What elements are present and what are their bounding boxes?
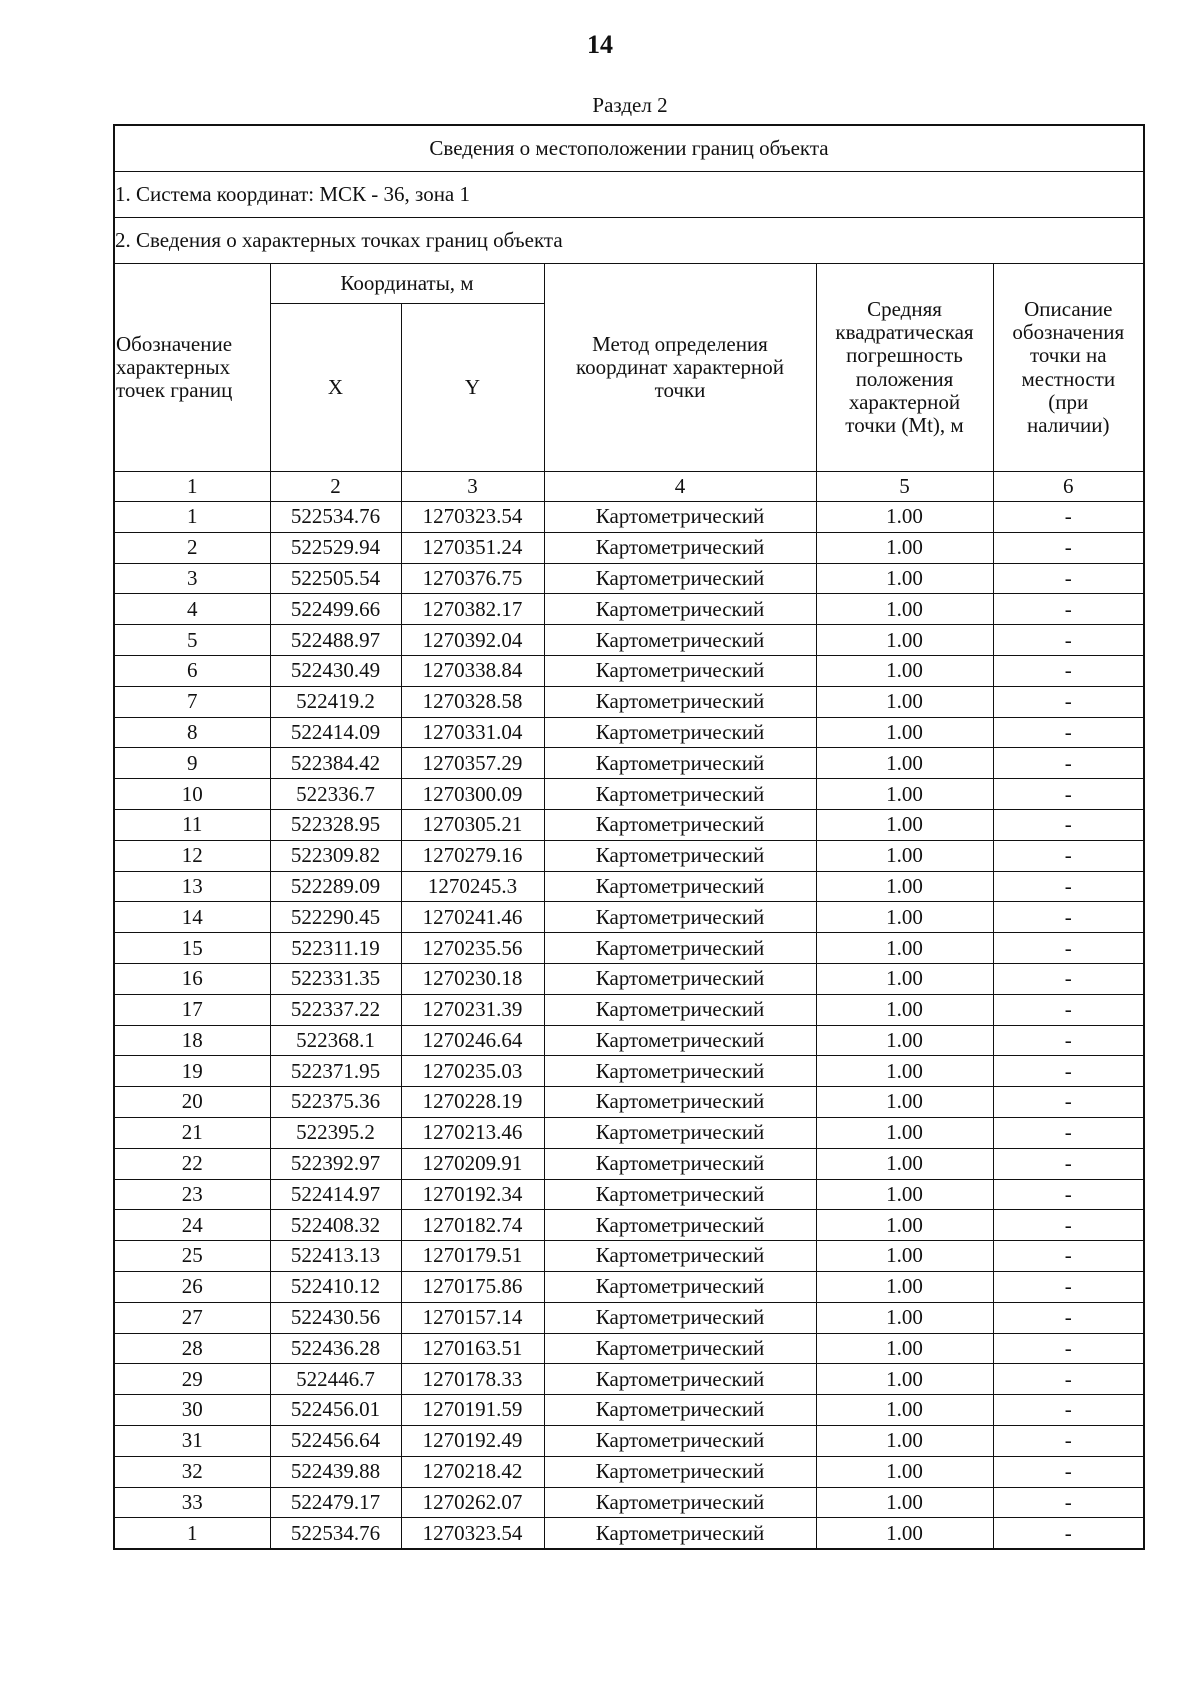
column-number: 4 — [544, 472, 816, 502]
column-number: 5 — [816, 472, 993, 502]
table-row — [114, 840, 1144, 871]
mean-error-cell: 1.00 — [816, 748, 993, 779]
y-coordinate-cell: 1270163.51 — [401, 1333, 544, 1364]
point-number-cell: 1 — [114, 502, 270, 533]
header-method-line: точки — [654, 378, 706, 403]
y-coordinate-cell: 1270241.46 — [401, 902, 544, 933]
description-cell: - — [993, 1179, 1144, 1210]
header-y: Y — [401, 304, 544, 472]
mean-error-cell: 1.00 — [816, 594, 993, 625]
description-cell: - — [993, 532, 1144, 563]
header-method-line: координат характерной — [576, 354, 784, 379]
method-cell: Картометрический — [544, 902, 816, 933]
x-coordinate-cell: 522392.97 — [270, 1148, 401, 1179]
method-cell: Картометрический — [544, 1210, 816, 1241]
x-coordinate-cell: 522371.95 — [270, 1056, 401, 1087]
x-coordinate-cell: 522384.42 — [270, 748, 401, 779]
point-number-cell: 4 — [114, 594, 270, 625]
column-number: 2 — [270, 472, 401, 502]
mean-error-cell: 1.00 — [816, 686, 993, 717]
point-number-cell: 9 — [114, 748, 270, 779]
y-coordinate-cell: 1270376.75 — [401, 563, 544, 594]
description-cell: - — [993, 625, 1144, 656]
x-coordinate-cell: 522290.45 — [270, 902, 401, 933]
y-coordinate-cell: 1270305.21 — [401, 809, 544, 840]
mean-error-cell: 1.00 — [816, 1025, 993, 1056]
coordinate-system: 1. Система координат: МСК - 36, зона 1 — [114, 172, 1144, 218]
y-coordinate-cell: 1270230.18 — [401, 963, 544, 994]
method-cell: Картометрический — [544, 809, 816, 840]
method-cell: Картометрический — [544, 1425, 816, 1456]
description-cell: - — [993, 1241, 1144, 1272]
table-row — [114, 1148, 1144, 1179]
x-coordinate-cell: 522414.97 — [270, 1179, 401, 1210]
method-cell: Картометрический — [544, 1333, 816, 1364]
table-row — [114, 1117, 1144, 1148]
mean-error-cell: 1.00 — [816, 1456, 993, 1487]
x-coordinate-cell: 522413.13 — [270, 1241, 401, 1272]
x-coordinate-cell: 522331.35 — [270, 963, 401, 994]
header-coordinates: Координаты, м — [270, 264, 544, 304]
table-row — [114, 902, 1144, 933]
point-number-cell: 14 — [114, 902, 270, 933]
point-number-cell: 12 — [114, 840, 270, 871]
point-number-cell: 31 — [114, 1425, 270, 1456]
method-cell: Картометрический — [544, 655, 816, 686]
method-cell: Картометрический — [544, 779, 816, 810]
x-coordinate-cell: 522337.22 — [270, 994, 401, 1025]
method-cell: Картометрический — [544, 563, 816, 594]
y-coordinate-cell: 1270279.16 — [401, 840, 544, 871]
y-coordinate-cell: 1270351.24 — [401, 532, 544, 563]
point-number-cell: 21 — [114, 1117, 270, 1148]
column-number: 3 — [401, 472, 544, 502]
y-coordinate-cell: 1270357.29 — [401, 748, 544, 779]
point-number-cell: 24 — [114, 1210, 270, 1241]
table-row — [114, 1025, 1144, 1056]
mean-error-cell: 1.00 — [816, 563, 993, 594]
description-cell: - — [993, 1487, 1144, 1518]
y-coordinate-cell: 1270331.04 — [401, 717, 544, 748]
point-number-cell: 25 — [114, 1241, 270, 1272]
x-coordinate-cell: 522446.7 — [270, 1364, 401, 1395]
mean-error-cell: 1.00 — [816, 1087, 993, 1118]
point-number-cell: 6 — [114, 655, 270, 686]
y-coordinate-cell: 1270178.33 — [401, 1364, 544, 1395]
mean-error-cell: 1.00 — [816, 1395, 993, 1426]
table-row — [114, 748, 1144, 779]
method-cell: Картометрический — [544, 871, 816, 902]
table-row — [114, 594, 1144, 625]
mean-error-cell: 1.00 — [816, 1333, 993, 1364]
description-cell: - — [993, 994, 1144, 1025]
table-row — [114, 532, 1144, 563]
table-row — [114, 1518, 1144, 1549]
section-label: Раздел 2 — [592, 93, 668, 117]
y-coordinate-cell: 1270179.51 — [401, 1241, 544, 1272]
point-number-cell: 5 — [114, 625, 270, 656]
x-coordinate-cell: 522436.28 — [270, 1333, 401, 1364]
point-number-cell: 7 — [114, 686, 270, 717]
description-cell: - — [993, 963, 1144, 994]
y-coordinate-cell: 1270235.56 — [401, 933, 544, 964]
header-error-line: Средняя — [867, 297, 942, 322]
x-coordinate-cell: 522479.17 — [270, 1487, 401, 1518]
description-cell: - — [993, 809, 1144, 840]
mean-error-cell: 1.00 — [816, 1241, 993, 1272]
description-cell: - — [993, 1456, 1144, 1487]
y-coordinate-cell: 1270235.03 — [401, 1056, 544, 1087]
method-cell: Картометрический — [544, 933, 816, 964]
table-row — [114, 963, 1144, 994]
mean-error-cell: 1.00 — [816, 1117, 993, 1148]
y-coordinate-cell: 1270213.46 — [401, 1117, 544, 1148]
header-description-line: обозначения — [1012, 320, 1125, 345]
x-coordinate-cell: 522529.94 — [270, 532, 401, 563]
x-coordinate-cell: 522505.54 — [270, 563, 401, 594]
y-coordinate-cell: 1270175.86 — [401, 1271, 544, 1302]
x-coordinate-cell: 522395.2 — [270, 1117, 401, 1148]
table-row — [114, 1179, 1144, 1210]
point-number-cell: 13 — [114, 871, 270, 902]
y-coordinate-cell: 1270300.09 — [401, 779, 544, 810]
x-coordinate-cell: 522488.97 — [270, 625, 401, 656]
table-title-row — [114, 125, 1144, 172]
method-cell: Картометрический — [544, 840, 816, 871]
header-designation-line: точек границ — [116, 378, 233, 403]
description-cell: - — [993, 686, 1144, 717]
description-cell: - — [993, 563, 1144, 594]
mean-error-cell: 1.00 — [816, 1518, 993, 1549]
mean-error-cell: 1.00 — [816, 655, 993, 686]
header-description-line: точки на — [1029, 343, 1107, 368]
mean-error-cell: 1.00 — [816, 1302, 993, 1333]
description-cell: - — [993, 1148, 1144, 1179]
mean-error-cell: 1.00 — [816, 1179, 993, 1210]
point-number-cell: 28 — [114, 1333, 270, 1364]
point-number-cell: 18 — [114, 1025, 270, 1056]
method-cell: Картометрический — [544, 1025, 816, 1056]
x-coordinate-cell: 522368.1 — [270, 1025, 401, 1056]
x-coordinate-cell: 522499.66 — [270, 594, 401, 625]
x-coordinate-cell: 522328.95 — [270, 809, 401, 840]
column-number: 1 — [114, 472, 270, 502]
x-coordinate-cell: 522456.01 — [270, 1395, 401, 1426]
description-cell: - — [993, 655, 1144, 686]
description-cell: - — [993, 871, 1144, 902]
table-row — [114, 1271, 1144, 1302]
table-body — [114, 502, 1144, 1550]
points-heading: 2. Сведения о характерных точках границ объекта — [114, 218, 1144, 264]
description-cell: - — [993, 933, 1144, 964]
description-cell: - — [993, 1087, 1144, 1118]
mean-error-cell: 1.00 — [816, 1271, 993, 1302]
method-cell: Картометрический — [544, 1117, 816, 1148]
mean-error-cell: 1.00 — [816, 502, 993, 533]
mean-error-cell: 1.00 — [816, 1148, 993, 1179]
mean-error-cell: 1.00 — [816, 532, 993, 563]
header-row-top — [114, 264, 1144, 304]
table-row — [114, 1087, 1144, 1118]
table-row — [114, 1241, 1144, 1272]
description-cell: - — [993, 594, 1144, 625]
y-coordinate-cell: 1270231.39 — [401, 994, 544, 1025]
point-number-cell: 30 — [114, 1395, 270, 1426]
table-row — [114, 502, 1144, 533]
x-coordinate-cell: 522289.09 — [270, 871, 401, 902]
x-coordinate-cell: 522534.76 — [270, 502, 401, 533]
description-cell: - — [993, 1395, 1144, 1426]
header-description-line: местности — [1021, 366, 1116, 391]
mean-error-cell: 1.00 — [816, 1364, 993, 1395]
mean-error-cell: 1.00 — [816, 1210, 993, 1241]
coordinate-system-row — [114, 172, 1144, 218]
table-row — [114, 1456, 1144, 1487]
description-cell: - — [993, 502, 1144, 533]
x-coordinate-cell: 522336.7 — [270, 779, 401, 810]
header-description-line: (при — [1048, 389, 1089, 414]
header-method — [544, 264, 816, 472]
x-coordinate-cell: 522311.19 — [270, 933, 401, 964]
column-number: 6 — [993, 472, 1144, 502]
header-designation-line: Обозначение — [116, 331, 233, 356]
point-number-cell: 33 — [114, 1487, 270, 1518]
table-row — [114, 686, 1144, 717]
y-coordinate-cell: 1270323.54 — [401, 502, 544, 533]
y-coordinate-cell: 1270246.64 — [401, 1025, 544, 1056]
table-row — [114, 809, 1144, 840]
description-cell: - — [993, 840, 1144, 871]
header-description-line: наличии) — [1027, 412, 1110, 437]
y-coordinate-cell: 1270328.58 — [401, 686, 544, 717]
table-row — [114, 1487, 1144, 1518]
description-cell: - — [993, 1364, 1144, 1395]
mean-error-cell: 1.00 — [816, 1056, 993, 1087]
mean-error-cell: 1.00 — [816, 779, 993, 810]
table-row — [114, 1395, 1144, 1426]
mean-error-cell: 1.00 — [816, 1487, 993, 1518]
y-coordinate-cell: 1270182.74 — [401, 1210, 544, 1241]
y-coordinate-cell: 1270157.14 — [401, 1302, 544, 1333]
method-cell: Картометрический — [544, 686, 816, 717]
column-number-row — [114, 472, 1144, 502]
table-row — [114, 655, 1144, 686]
mean-error-cell: 1.00 — [816, 1425, 993, 1456]
description-cell: - — [993, 1425, 1144, 1456]
method-cell: Картометрический — [544, 1056, 816, 1087]
header-description — [993, 264, 1144, 472]
header-method-line: Метод определения — [592, 331, 768, 356]
table-row — [114, 1364, 1144, 1395]
y-coordinate-cell: 1270392.04 — [401, 625, 544, 656]
method-cell: Картометрический — [544, 1302, 816, 1333]
method-cell: Картометрический — [544, 502, 816, 533]
table-row — [114, 994, 1144, 1025]
table-row — [114, 779, 1144, 810]
mean-error-cell: 1.00 — [816, 933, 993, 964]
y-coordinate-cell: 1270192.34 — [401, 1179, 544, 1210]
y-coordinate-cell: 1270209.91 — [401, 1148, 544, 1179]
x-coordinate-cell: 522375.36 — [270, 1087, 401, 1118]
mean-error-cell: 1.00 — [816, 994, 993, 1025]
header-error-line: положения — [855, 366, 954, 391]
method-cell: Картометрический — [544, 1487, 816, 1518]
header-description-line: Описание — [1024, 297, 1113, 322]
header-mean-error — [816, 264, 993, 472]
point-number-cell: 16 — [114, 963, 270, 994]
point-number-cell: 27 — [114, 1302, 270, 1333]
method-cell: Картометрический — [544, 717, 816, 748]
x-coordinate-cell: 522534.76 — [270, 1518, 401, 1549]
x-coordinate-cell: 522309.82 — [270, 840, 401, 871]
point-number-cell: 32 — [114, 1456, 270, 1487]
table-row — [114, 717, 1144, 748]
point-number-cell: 11 — [114, 809, 270, 840]
table-row — [114, 625, 1144, 656]
y-coordinate-cell: 1270218.42 — [401, 1456, 544, 1487]
header-error-line: точки (Mt), м — [845, 412, 964, 437]
y-coordinate-cell: 1270262.07 — [401, 1487, 544, 1518]
table-title: Сведения о местоположении границ объекта — [114, 125, 1144, 172]
points-heading-row — [114, 218, 1144, 264]
point-number-cell: 17 — [114, 994, 270, 1025]
y-coordinate-cell: 1270192.49 — [401, 1425, 544, 1456]
header-error-line: квадратическая — [835, 320, 974, 345]
method-cell: Картометрический — [544, 1241, 816, 1272]
mean-error-cell: 1.00 — [816, 840, 993, 871]
method-cell: Картометрический — [544, 625, 816, 656]
x-coordinate-cell: 522414.09 — [270, 717, 401, 748]
table-row — [114, 871, 1144, 902]
mean-error-cell: 1.00 — [816, 902, 993, 933]
point-number-cell: 8 — [114, 717, 270, 748]
mean-error-cell: 1.00 — [816, 809, 993, 840]
y-coordinate-cell: 1270323.54 — [401, 1518, 544, 1549]
description-cell: - — [993, 1025, 1144, 1056]
header-error-line: погрешность — [846, 343, 963, 368]
description-cell: - — [993, 1333, 1144, 1364]
method-cell: Картометрический — [544, 1518, 816, 1549]
description-cell: - — [993, 717, 1144, 748]
y-coordinate-cell: 1270228.19 — [401, 1087, 544, 1118]
x-coordinate-cell: 522456.64 — [270, 1425, 401, 1456]
y-coordinate-cell: 1270191.59 — [401, 1395, 544, 1426]
description-cell: - — [993, 1302, 1144, 1333]
point-number-cell: 19 — [114, 1056, 270, 1087]
description-cell: - — [993, 902, 1144, 933]
method-cell: Картометрический — [544, 1087, 816, 1118]
table-row — [114, 1056, 1144, 1087]
header-x: X — [270, 304, 401, 472]
header-designation-line: характерных — [116, 354, 231, 379]
method-cell: Картометрический — [544, 1179, 816, 1210]
mean-error-cell: 1.00 — [816, 963, 993, 994]
method-cell: Картометрический — [544, 1395, 816, 1426]
description-cell: - — [993, 1117, 1144, 1148]
method-cell: Картометрический — [544, 1364, 816, 1395]
method-cell: Картометрический — [544, 1271, 816, 1302]
point-number-cell: 10 — [114, 779, 270, 810]
y-coordinate-cell: 1270338.84 — [401, 655, 544, 686]
method-cell: Картометрический — [544, 994, 816, 1025]
description-cell: - — [993, 1271, 1144, 1302]
point-number-cell: 1 — [114, 1518, 270, 1549]
x-coordinate-cell: 522419.2 — [270, 686, 401, 717]
point-number-cell: 29 — [114, 1364, 270, 1395]
method-cell: Картометрический — [544, 963, 816, 994]
mean-error-cell: 1.00 — [816, 625, 993, 656]
table-row — [114, 1210, 1144, 1241]
table-row — [114, 1333, 1144, 1364]
mean-error-cell: 1.00 — [816, 717, 993, 748]
y-coordinate-cell: 1270382.17 — [401, 594, 544, 625]
point-number-cell: 23 — [114, 1179, 270, 1210]
x-coordinate-cell: 522430.49 — [270, 655, 401, 686]
point-number-cell: 2 — [114, 532, 270, 563]
description-cell: - — [993, 1210, 1144, 1241]
description-cell: - — [993, 779, 1144, 810]
table-row — [114, 1425, 1144, 1456]
page-number: 14 — [587, 30, 613, 59]
x-coordinate-cell: 522430.56 — [270, 1302, 401, 1333]
description-cell: - — [993, 1056, 1144, 1087]
method-cell: Картометрический — [544, 748, 816, 779]
method-cell: Картометрический — [544, 532, 816, 563]
header-error-line: характерной — [848, 389, 961, 414]
method-cell: Картометрический — [544, 1148, 816, 1179]
y-coordinate-cell: 1270245.3 — [401, 871, 544, 902]
x-coordinate-cell: 522408.32 — [270, 1210, 401, 1241]
point-number-cell: 22 — [114, 1148, 270, 1179]
table-row — [114, 1302, 1144, 1333]
point-number-cell: 20 — [114, 1087, 270, 1118]
x-coordinate-cell: 522439.88 — [270, 1456, 401, 1487]
description-cell: - — [993, 1518, 1144, 1549]
table-row — [114, 933, 1144, 964]
method-cell: Картометрический — [544, 1456, 816, 1487]
header-designation — [114, 264, 270, 472]
boundary-points-table — [113, 124, 1145, 1550]
point-number-cell: 3 — [114, 563, 270, 594]
x-coordinate-cell: 522410.12 — [270, 1271, 401, 1302]
point-number-cell: 26 — [114, 1271, 270, 1302]
description-cell: - — [993, 748, 1144, 779]
mean-error-cell: 1.00 — [816, 871, 993, 902]
method-cell: Картометрический — [544, 594, 816, 625]
point-number-cell: 15 — [114, 933, 270, 964]
table-row — [114, 563, 1144, 594]
